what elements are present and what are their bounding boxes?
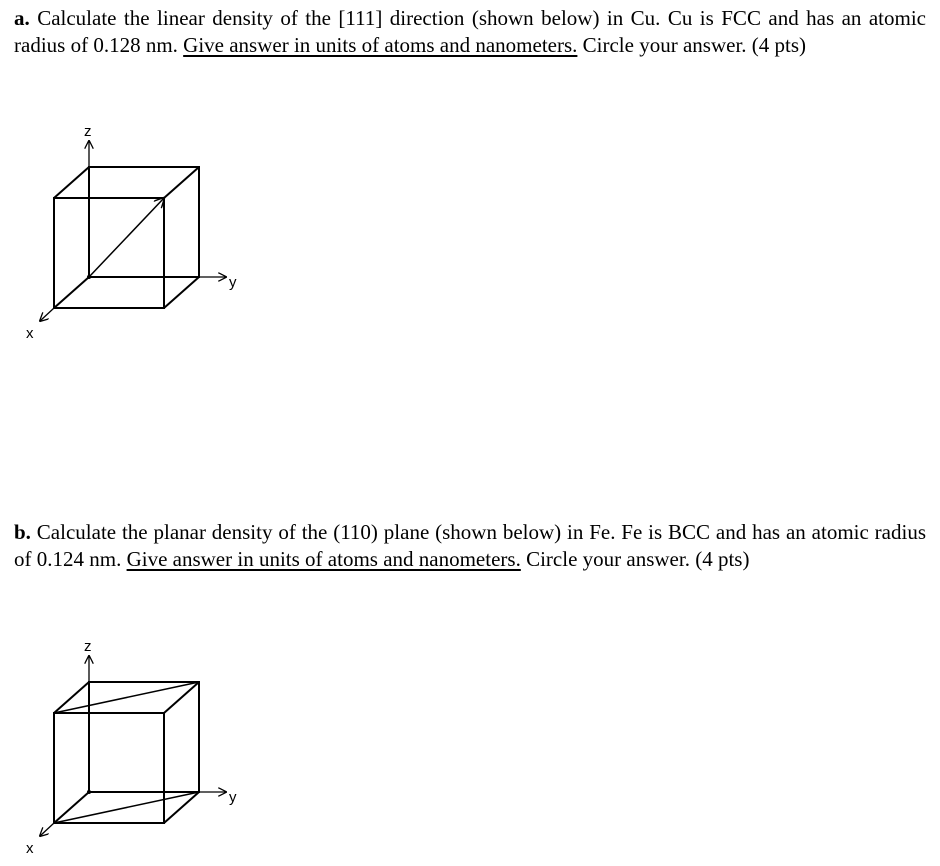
y-axis-label: y [229,789,237,806]
origin-dot [87,275,91,279]
question-a-prompt: Calculate the linear density of the [111] direction (shown below) in Cu. Cu is FCC and has an atomic radius of 0.128 nm. [14,6,926,57]
question-a-label: a. [14,6,30,30]
x-axis-label: x [26,325,34,342]
question-a-points: Circle your answer. (4 pts) [577,33,807,57]
question-b-text [14,519,926,573]
back-face [89,682,199,792]
question-a-text [14,5,926,59]
question-a-units-instruction: Give answer in units of atoms and nanometers. [183,33,578,57]
x-axis [40,308,54,321]
question-b-units-instruction: Give answer in units of atoms and nanometers. [126,547,521,571]
question-b-points: Circle your answer. (4 pts) [520,547,750,571]
z-axis-label: z [84,638,92,655]
question-b-label: b. [14,520,31,544]
front-face [54,713,164,823]
question-a-unit-cell-diagram [0,115,260,345]
plane-110-top-diagonal [54,682,199,713]
y-axis-label: y [229,274,237,291]
x-axis [40,823,54,836]
question-b-prompt: Calculate the planar density of the (110) plane (shown below) in Fe. Fe is BCC and has an atomic radius of 0.124 nm. [14,520,926,571]
plane-110-bottom-diagonal [54,792,199,823]
z-axis-label: z [84,123,92,140]
question-b-unit-cell-diagram [0,630,260,860]
x-axis-label: x [26,840,34,857]
origin-dot [87,790,91,794]
direction-111-arrow [89,198,164,277]
